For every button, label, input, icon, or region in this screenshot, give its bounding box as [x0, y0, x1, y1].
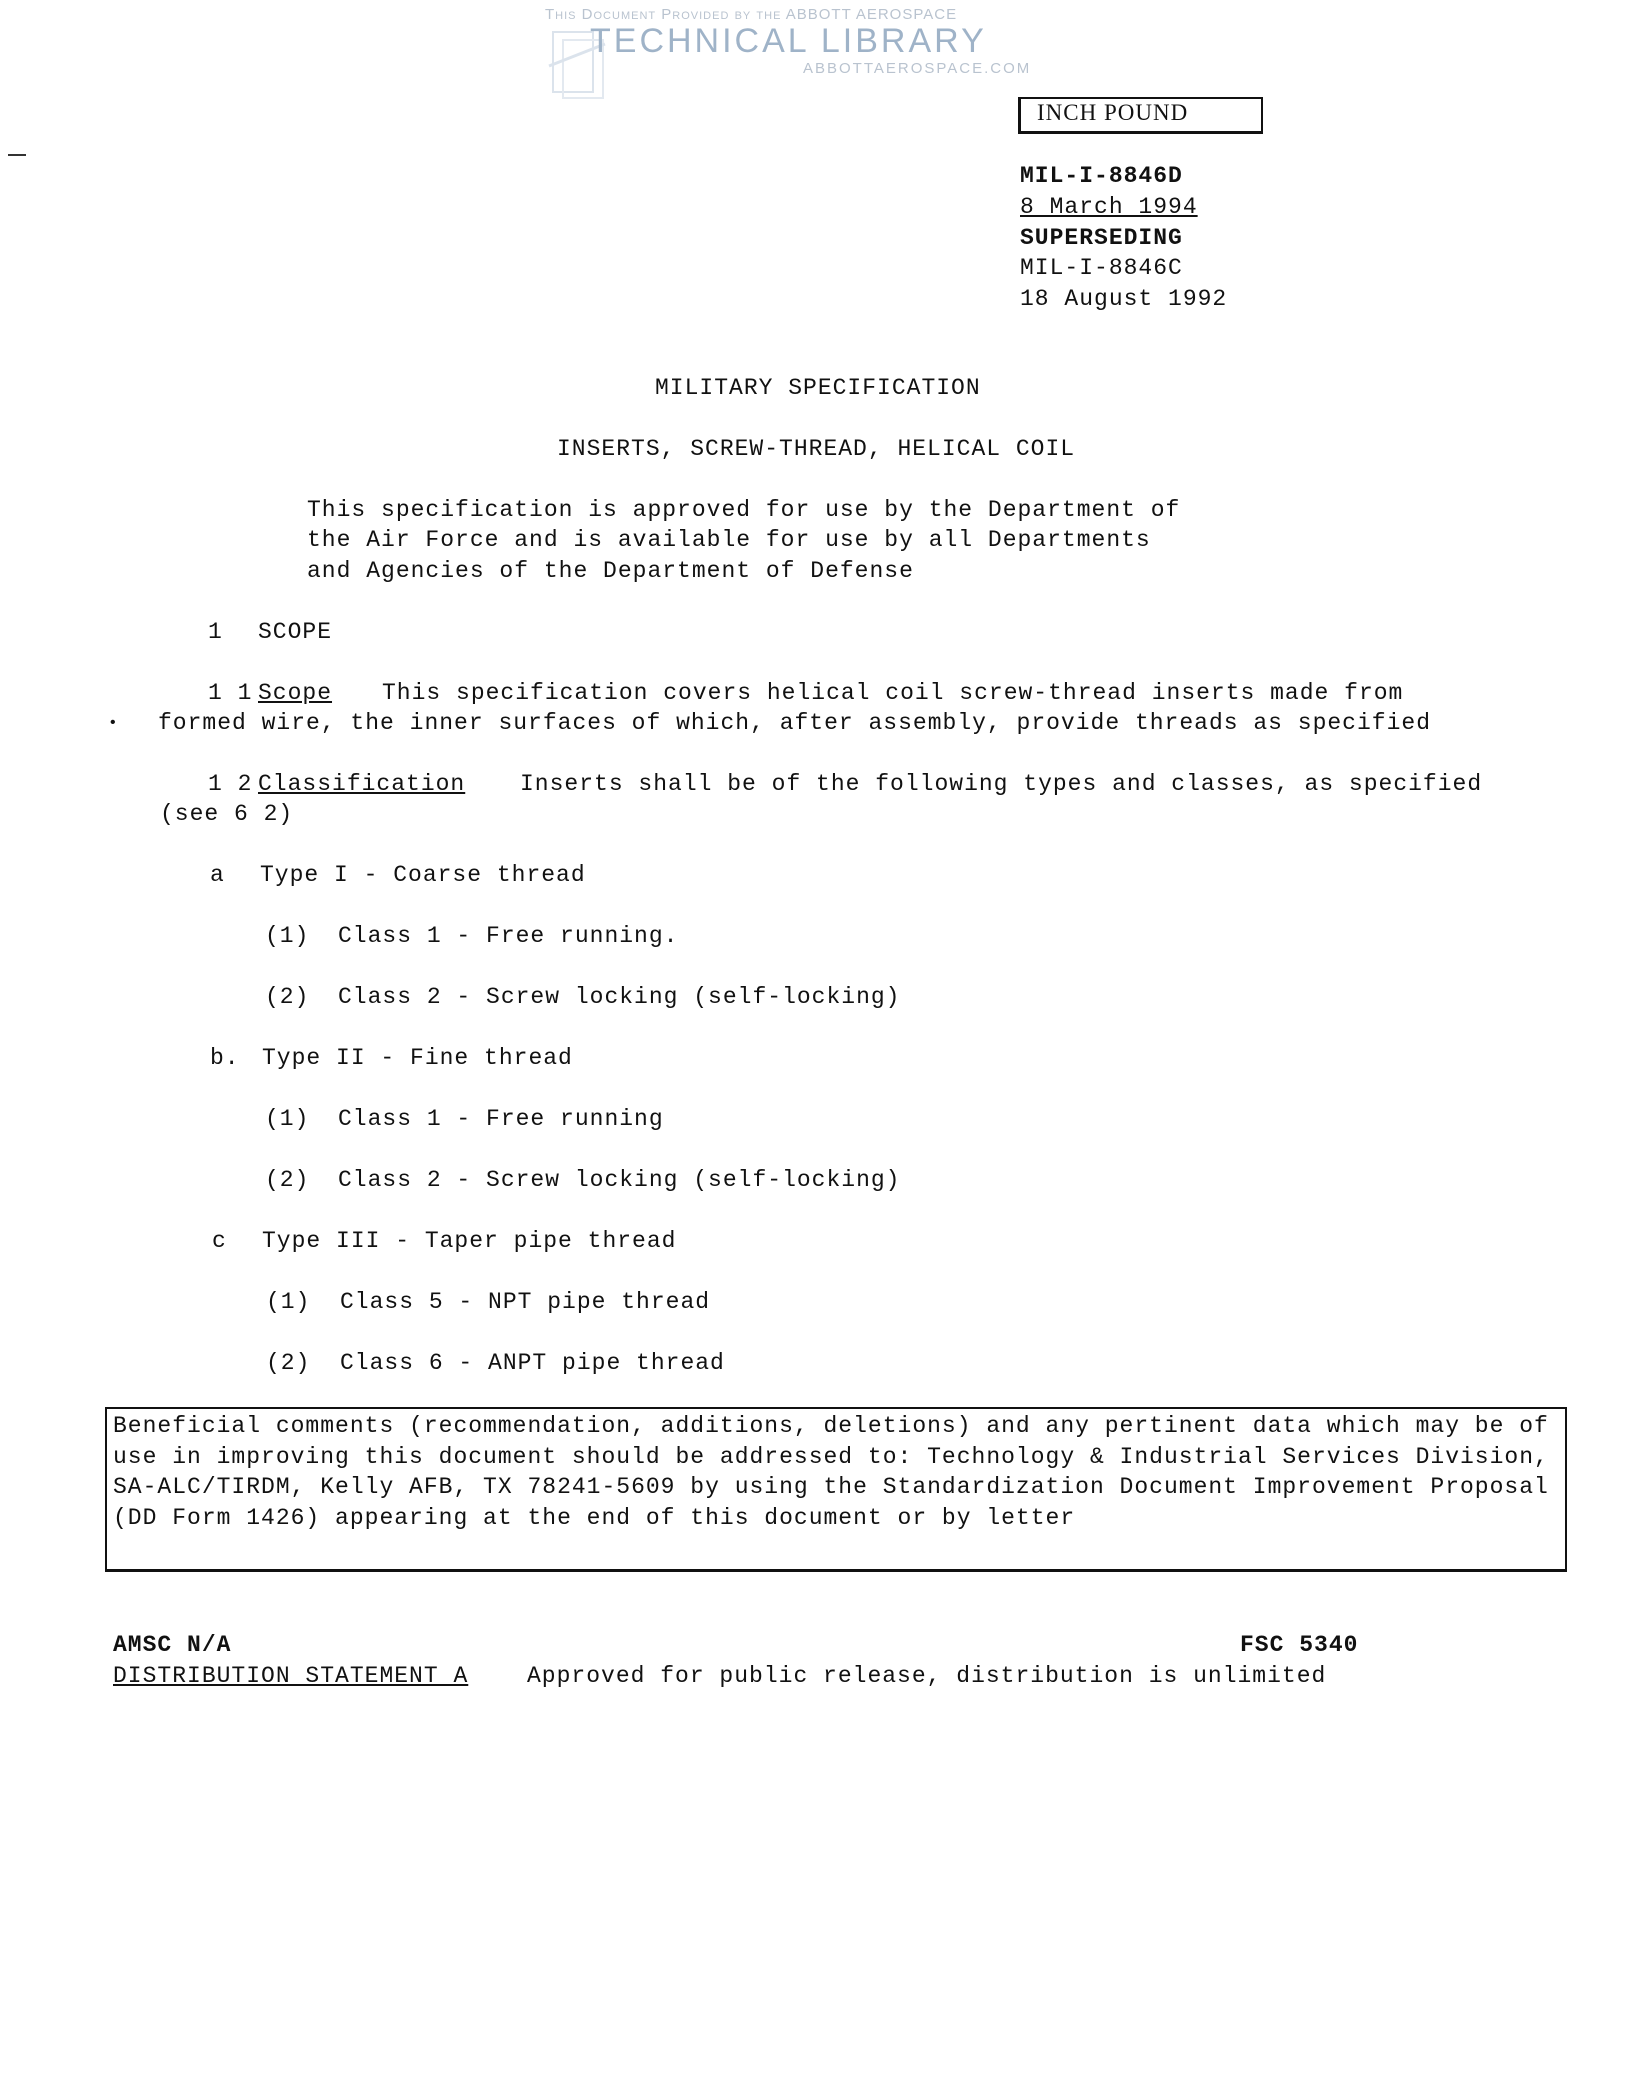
distribution-label: DISTRIBUTION STATEMENT A [113, 1663, 469, 1689]
type-letter: b. [210, 1045, 240, 1071]
type-label: Type II - Fine thread [262, 1045, 573, 1071]
type-label: Type I - Coarse thread [260, 862, 586, 888]
class-label: Class 5 - NPT pipe thread [340, 1289, 711, 1315]
doc-date: 8 March 1994 [1020, 194, 1198, 220]
watermark-title: TECHNICAL LIBRARY [590, 22, 987, 60]
para-1-1-line-2: formed wire, the inner surfaces of which, after assembly, provide threads as specified [158, 710, 1431, 736]
approval-line-3: and Agencies of the Department of Defense [307, 558, 914, 584]
class-number: (2) [266, 1350, 311, 1376]
watermark [545, 4, 1075, 104]
superseded-date: 18 August 1992 [1020, 286, 1228, 312]
superseded-number: MIL-I-8846C [1020, 255, 1183, 281]
inch-pound-label: INCH POUND [1037, 100, 1189, 125]
fsc-label: FSC 5340 [1240, 1632, 1359, 1658]
para-1-2-line-1: Inserts shall be of the following types and classes, as specified [520, 771, 1483, 797]
para-1-2-number: 1 2 [208, 771, 253, 797]
para-1-1-line-1: This specification covers helical coil screw-thread inserts made from [382, 680, 1404, 706]
para-1-2-line-2: (see 6 2) [160, 801, 294, 827]
class-label: Class 2 - Screw locking (self-locking) [338, 1167, 901, 1193]
change-marker-icon: • [108, 714, 119, 732]
class-label: Class 6 - ANPT pipe thread [340, 1350, 725, 1376]
distribution-text: Approved for public release, distribution is unlimited [527, 1663, 1327, 1689]
type-label: Type III - Taper pipe thread [262, 1228, 677, 1254]
section-number: 1 [208, 619, 223, 645]
type-letter: a [210, 862, 225, 888]
class-number: (1) [265, 1106, 310, 1132]
class-label: Class 1 - Free running [338, 1106, 664, 1132]
watermark-provided-by: This Document Provided by the ABBOTT AEROSPACE [545, 6, 958, 23]
class-label: Class 1 - Free running. [338, 923, 679, 949]
superseding-label: SUPERSEDING [1020, 225, 1183, 251]
class-number: (2) [265, 1167, 310, 1193]
comment-text: Beneficial comments (recommendation, additions, deletions) and any pertinent data which may be of use in improving this document should be addressed to: Technology & Industrial Services Division, SA-ALC/TIRDM, Kelly AFB, TX 78241-5609 by using the Standardization Document Improvement Proposal (DD Form 1426) appearing at the end of this document or by letter [113, 1413, 1549, 1531]
para-1-2-title: Classification [258, 771, 466, 797]
type-letter: c [212, 1228, 227, 1254]
class-label: Class 2 - Screw locking (self-locking) [338, 984, 901, 1010]
class-number: (2) [265, 984, 310, 1010]
inch-pound-box [1018, 97, 1263, 134]
doc-number: MIL-I-8846D [1020, 163, 1183, 189]
amsc-label: AMSC N/A [113, 1632, 232, 1658]
para-1-1-title: Scope [258, 680, 333, 706]
spec-heading: MILITARY SPECIFICATION [655, 375, 981, 401]
class-number: (1) [265, 923, 310, 949]
margin-dash [8, 154, 26, 156]
section-heading: SCOPE [258, 619, 333, 645]
class-number: (1) [266, 1289, 311, 1315]
approval-line-1: This specification is approved for use by the Department of [307, 497, 1181, 523]
spec-subject: INSERTS, SCREW-THREAD, HELICAL COIL [557, 436, 1076, 462]
approval-line-2: the Air Force and is available for use by all Departments [307, 527, 1151, 553]
para-1-1-number: 1 1 [208, 680, 253, 706]
watermark-url: ABBOTTAEROSPACE.COM [803, 60, 1032, 77]
comment-box [105, 1407, 1567, 1572]
